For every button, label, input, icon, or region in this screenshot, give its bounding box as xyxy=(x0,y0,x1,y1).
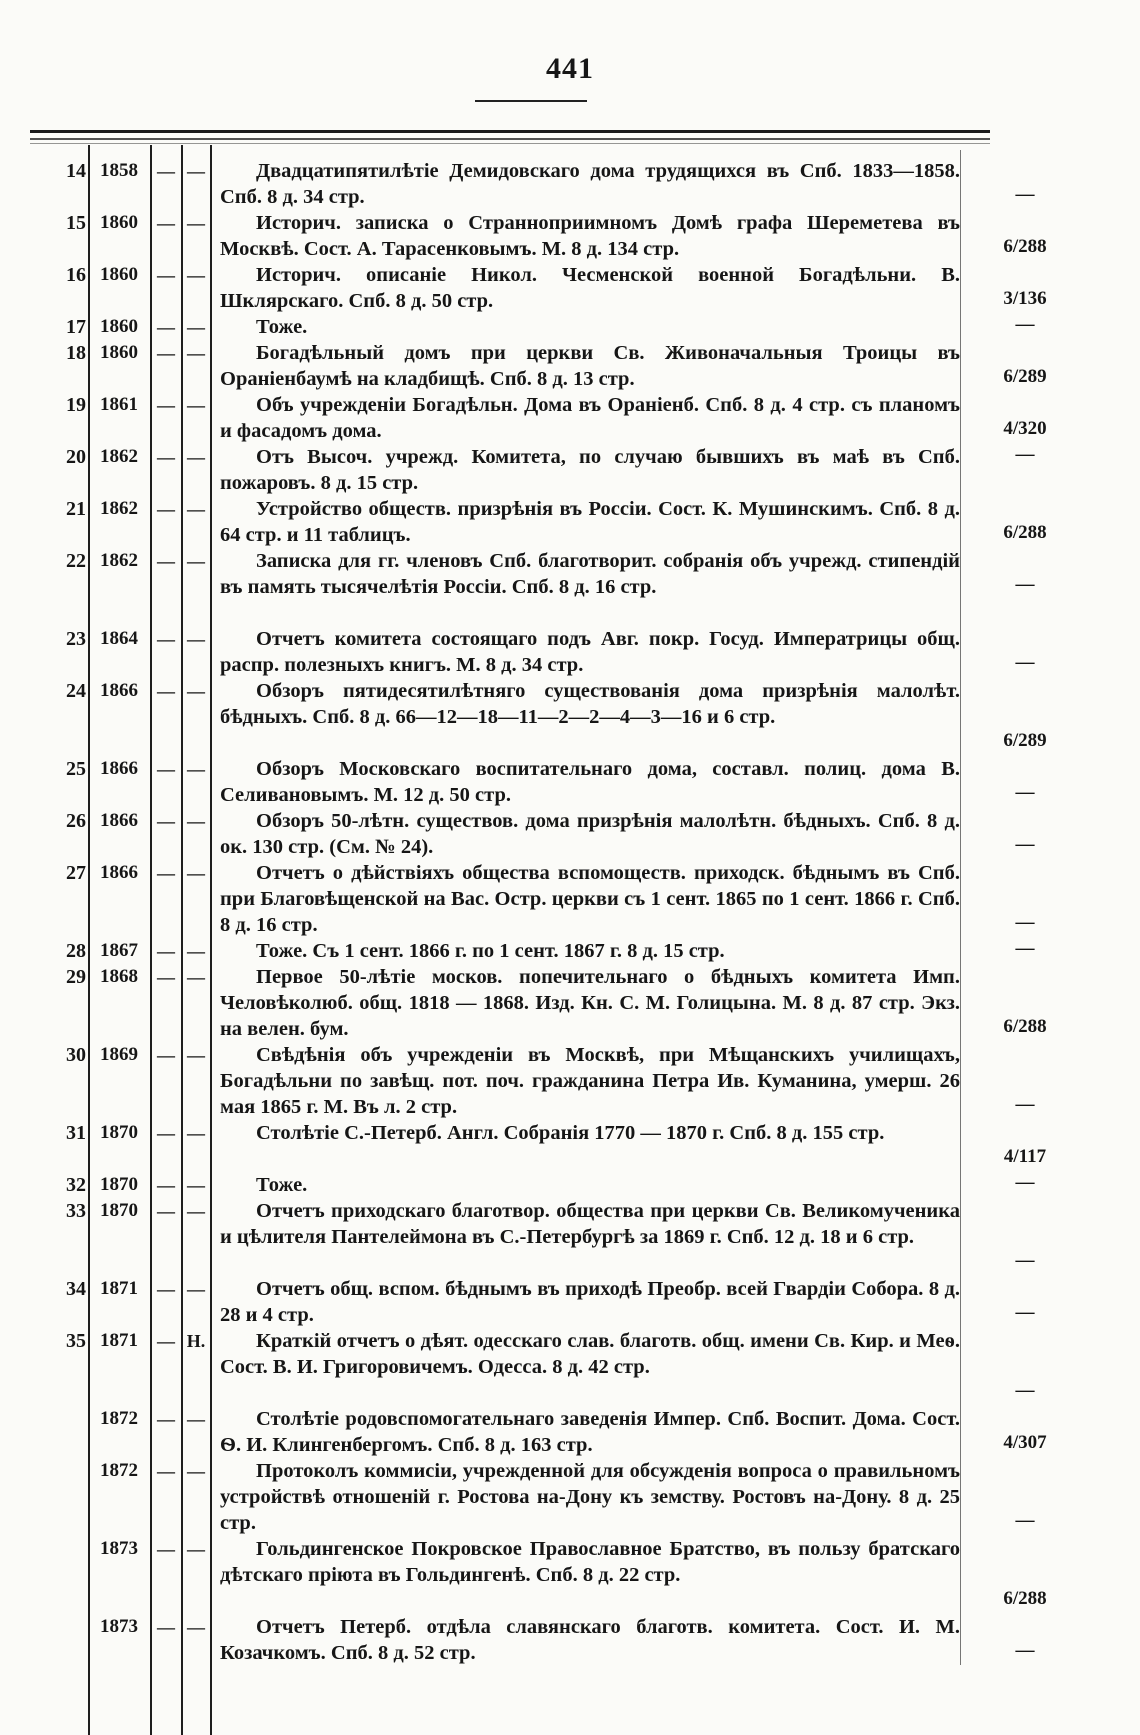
entry-reference: 3/136 xyxy=(1003,288,1047,309)
entry-reference: — xyxy=(1015,574,1035,595)
entry-reference: — xyxy=(1015,1250,1035,1271)
entry-mark: — xyxy=(187,759,205,779)
entry-description: Двадцатипятилѣтіе Демидовскаго дома трудящихся въ Спб. 1833—1858. Спб. 8 д. 34 стр. xyxy=(220,160,960,208)
entry-description: Краткій отчетъ о дѣят. одесскаго слав. благотв. общ. имени Св. Кир. и Меѳ. Сост. В. И. Григоровичемъ. Одесса. 8 д. 42 стр. xyxy=(220,1330,960,1378)
entry-mark: — xyxy=(157,1539,175,1559)
entry-reference: — xyxy=(1015,1094,1035,1115)
entry-description: Тоже. Съ 1 сент. 1866 г. по 1 сент. 1867 г. 8 д. 15 стр. xyxy=(256,940,725,962)
entry-mark: — xyxy=(157,1461,175,1481)
entry-description: Тоже. xyxy=(256,316,308,338)
entry-description: Обзоръ пятидесятилѣтняго существованія дома призрѣнія малолѣт. бѣдныхъ. Спб. 8 д. 66—12—18—11—2—2—4—3—16 и 6 стр. xyxy=(220,680,960,728)
entry-description: Историч. описаніе Никол. Чесменской военной Богадѣльни. В. Шклярскаго. Спб. 8 д. 50 стр. xyxy=(220,264,960,312)
entry-mark: — xyxy=(187,343,205,363)
entry-mark: — xyxy=(187,1617,205,1637)
entry-description: Протоколъ коммисіи, учрежденной для обсужденія вопроса о правильномъ устройствѣ отношеній г. Ростова на-Дону къ земству. Ростовъ на-Дону. 8 д. 25 стр. xyxy=(220,1460,960,1534)
entry-number: 16 xyxy=(66,264,86,286)
entry-number: 24 xyxy=(66,680,86,702)
entry-reference: — xyxy=(1015,1380,1035,1401)
entry-reference: 4/307 xyxy=(1003,1432,1047,1453)
entry-mark: — xyxy=(157,447,175,467)
entry-year: 1862 xyxy=(100,498,138,519)
entry-year: 1871 xyxy=(100,1330,138,1351)
entry-number: 35 xyxy=(66,1330,86,1352)
entry-description: Столѣтіе С.-Петерб. Англ. Собранія 1770 — 1870 г. Спб. 8 д. 155 стр. xyxy=(256,1122,885,1144)
entry-year: 1862 xyxy=(100,550,138,571)
entry-year: 1861 xyxy=(100,394,138,415)
entry-year: 1872 xyxy=(100,1460,138,1481)
entry-reference: 6/288 xyxy=(1003,522,1047,543)
entry-year: 1860 xyxy=(100,316,138,337)
entry-description: Отчетъ комитета состоящаго подъ Авг. покр. Госуд. Императрицы общ. распр. полезныхъ книгъ. М. 8 д. 34 стр. xyxy=(220,628,960,676)
entry-number: 15 xyxy=(66,212,86,234)
entry-mark: — xyxy=(157,811,175,831)
entry-number: 31 xyxy=(66,1122,86,1144)
entry-mark: — xyxy=(157,265,175,285)
entry-description: Отъ Высоч. учрежд. Комитета, по случаю бывшихъ въ маѣ въ Спб. пожаровъ. 8 д. 15 стр. xyxy=(220,446,960,494)
entry-mark: — xyxy=(157,1201,175,1221)
entry-mark: — xyxy=(187,1201,205,1221)
entry-mark: — xyxy=(187,941,205,961)
entry-mark: — xyxy=(187,967,205,987)
entry-mark: — xyxy=(157,213,175,233)
entry-description: Отчетъ о дѣйствіяхъ общества вспомоществ. приходск. бѣднымъ въ Спб. при Благовѣщенской на Вас. Остр. церкви съ 1 сент. 1865 по 1 сент. 1866 г. Спб. 8 д. 16 стр. xyxy=(220,862,960,936)
entry-reference: — xyxy=(1015,1510,1035,1531)
entry-number: 29 xyxy=(66,966,86,988)
entry-number: 30 xyxy=(66,1044,86,1066)
entry-number: 19 xyxy=(66,394,86,416)
header-rule xyxy=(30,130,990,133)
entry-number: 26 xyxy=(66,810,86,832)
entry-mark: — xyxy=(157,941,175,961)
entry-description: Историч. записка о Странноприимномъ Домѣ графа Шереметева въ Москвѣ. Сост. А. Тарасенковымъ. М. 8 д. 134 стр. xyxy=(220,212,960,260)
entry-mark: — xyxy=(157,967,175,987)
entry-mark: — xyxy=(187,811,205,831)
entry-year: 1873 xyxy=(100,1616,138,1637)
entry-year: 1864 xyxy=(100,628,138,649)
entry-reference: 6/288 xyxy=(1003,1016,1047,1037)
entry-number: 28 xyxy=(66,940,86,962)
entry-reference: 6/288 xyxy=(1003,236,1047,257)
entry-reference: — xyxy=(1015,938,1035,959)
entry-mark: — xyxy=(157,1409,175,1429)
entry-mark: — xyxy=(187,499,205,519)
entry-year: 1871 xyxy=(100,1278,138,1299)
entry-mark: — xyxy=(157,1279,175,1299)
column-divider xyxy=(960,150,961,1665)
entry-description: Столѣтіе родовспомогательнаго заведенія Импер. Спб. Воспит. Дома. Сост. Ѳ. И. Клингенбергомъ. Спб. 8 д. 163 стр. xyxy=(220,1408,960,1456)
entry-description: Объ учрежденіи Богадѣльн. Дома въ Ораніенб. Спб. 8 д. 4 стр. съ планомъ и фасадомъ дома. xyxy=(220,394,960,442)
entry-mark: — xyxy=(157,863,175,883)
entry-year: 1867 xyxy=(100,940,138,961)
entry-year: 1860 xyxy=(100,342,138,363)
entry-reference: — xyxy=(1015,782,1035,803)
entry-mark: — xyxy=(187,551,205,571)
entry-mark: — xyxy=(157,1045,175,1065)
entry-description: Отчетъ общ. вспом. бѣднымъ въ приходѣ Преобр. всей Гвардіи Собора. 8 д. 28 и 4 стр. xyxy=(220,1278,960,1326)
entry-year: 1866 xyxy=(100,758,138,779)
entry-mark: — xyxy=(157,551,175,571)
entry-number: 18 xyxy=(66,342,86,364)
entry-mark: — xyxy=(157,395,175,415)
entry-mark: — xyxy=(187,863,205,883)
entry-mark: — xyxy=(187,447,205,467)
header-rule xyxy=(30,143,990,144)
entry-year: 1870 xyxy=(100,1122,138,1143)
entry-mark: — xyxy=(187,1539,205,1559)
entry-reference: — xyxy=(1015,652,1035,673)
entry-mark: — xyxy=(187,1409,205,1429)
entry-mark: — xyxy=(187,161,205,181)
entry-description: Богадѣльный домъ при церкви Св. Живоначальныя Троицы въ Ораніенбаумѣ на кладбищѣ. Спб. 8 д. 13 стр. xyxy=(220,342,960,390)
entry-description: Обзоръ Московскаго воспитательнаго дома, составл. полиц. дома В. Селивановымъ. М. 12 д. 50 стр. xyxy=(220,758,960,806)
entry-reference: 4/117 xyxy=(1003,1146,1047,1167)
entry-mark: — xyxy=(157,1617,175,1637)
entry-number: 20 xyxy=(66,446,86,468)
entry-number: 14 xyxy=(66,160,86,182)
entry-reference: — xyxy=(1015,444,1035,465)
entry-year: 1870 xyxy=(100,1200,138,1221)
entry-year: 1866 xyxy=(100,680,138,701)
entry-mark: — xyxy=(157,629,175,649)
entry-mark: — xyxy=(157,1331,175,1351)
entry-description: Тоже. xyxy=(256,1174,308,1196)
entry-mark: — xyxy=(157,161,175,181)
entry-description: Записка для гг. членовъ Спб. благотворит. собранія объ учрежд. стипендій въ память тысячелѣтія Россіи. Спб. 8 д. 16 стр. xyxy=(220,550,960,598)
entry-reference: — xyxy=(1015,834,1035,855)
entry-mark: — xyxy=(157,1175,175,1195)
entry-mark: — xyxy=(187,317,205,337)
entry-number: 25 xyxy=(66,758,86,780)
entry-reference: 6/288 xyxy=(1003,1588,1047,1609)
page-number: 441 xyxy=(546,52,594,85)
entry-mark: — xyxy=(187,1045,205,1065)
entry-mark: — xyxy=(187,395,205,415)
entry-number: 33 xyxy=(66,1200,86,1222)
entry-mark: — xyxy=(157,1123,175,1143)
entry-mark: — xyxy=(187,265,205,285)
entry-mark: — xyxy=(157,759,175,779)
entry-year: 1872 xyxy=(100,1408,138,1429)
entry-reference: — xyxy=(1015,912,1035,933)
entry-mark: — xyxy=(187,629,205,649)
entry-year: 1860 xyxy=(100,212,138,233)
entry-number: 27 xyxy=(66,862,86,884)
entry-reference: — xyxy=(1015,314,1035,335)
entry-description: Отчетъ Петерб. отдѣла славянскаго благотв. комитета. Сост. И. М. Козачкомъ. Спб. 8 д. 52 стр. xyxy=(220,1616,960,1664)
entry-year: 1858 xyxy=(100,160,138,181)
entry-mark: — xyxy=(187,1123,205,1143)
entry-year: 1866 xyxy=(100,862,138,883)
entry-reference: 6/289 xyxy=(1003,730,1047,751)
entry-number: 32 xyxy=(66,1174,86,1196)
entry-year: 1873 xyxy=(100,1538,138,1559)
entry-mark: — xyxy=(187,213,205,233)
column-divider xyxy=(210,145,212,1735)
entry-year: 1860 xyxy=(100,264,138,285)
entry-year: 1869 xyxy=(100,1044,138,1065)
entry-mark: — xyxy=(157,499,175,519)
header-rule xyxy=(30,138,990,140)
entry-year: 1868 xyxy=(100,966,138,987)
entry-reference: 4/320 xyxy=(1003,418,1047,439)
entry-mark: — xyxy=(157,681,175,701)
entry-mark: — xyxy=(187,1279,205,1299)
column-divider xyxy=(88,145,90,1735)
entry-reference: 6/289 xyxy=(1003,366,1047,387)
entry-reference: — xyxy=(1015,1302,1035,1323)
entry-description: Свѣдѣнія объ учрежденіи въ Москвѣ, при Мѣщанскихъ училищахъ, Богадѣльни по завѣщ. пот. поч. гражданина Петра Ив. Куманина, умерш. 26 мая 1865 г. М. Въ л. 2 стр. xyxy=(220,1044,960,1118)
entry-description: Первое 50-лѣтіе москов. попечительнаго о бѣдныхъ комитета Имп. Человѣколюб. общ. 1818 — 1868. Изд. Кн. С. М. Голицына. М. 8 д. 87 стр. Экз. на велен. бум. xyxy=(220,966,960,1040)
entry-description: Гольдингенское Покровское Православное Братство, въ пользу братскаго дѣтскаго пріюта въ Гольдингенѣ. Спб. 8 д. 22 стр. xyxy=(220,1538,960,1586)
entry-mark: — xyxy=(157,343,175,363)
entry-number: 22 xyxy=(66,550,86,572)
entry-mark: — xyxy=(187,1461,205,1481)
entry-mark: — xyxy=(157,317,175,337)
entry-number: 17 xyxy=(66,316,86,338)
entry-description: Отчетъ приходскаго благотвор. общества при церкви Св. Великомученика и цѣлителя Пантелеймона въ С.-Петербургѣ за 1869 г. Спб. 12 д. 18 и 6 стр. xyxy=(220,1200,960,1248)
entry-description: Устройство обществ. призрѣнія въ Россіи. Сост. К. Мушинскимъ. Спб. 8 д. 64 стр. и 11 таблицъ. xyxy=(220,498,960,546)
entry-reference: — xyxy=(1015,1172,1035,1193)
entry-year: 1870 xyxy=(100,1174,138,1195)
entry-reference: — xyxy=(1015,1640,1035,1661)
page-number-underline xyxy=(475,100,587,102)
entry-number: 34 xyxy=(66,1278,86,1300)
entry-mark: — xyxy=(187,681,205,701)
entry-description: Обзоръ 50-лѣтн. существов. дома призрѣнія малолѣтн. бѣдныхъ. Спб. 8 д. ок. 130 стр. (См. № 24). xyxy=(220,810,960,858)
entry-year: 1862 xyxy=(100,446,138,467)
entry-mark: — xyxy=(187,1175,205,1195)
entry-number: 21 xyxy=(66,498,86,520)
entry-reference: — xyxy=(1015,184,1035,205)
entry-number: 23 xyxy=(66,628,86,650)
entry-year: 1866 xyxy=(100,810,138,831)
entry-mark: Н. xyxy=(186,1331,206,1351)
